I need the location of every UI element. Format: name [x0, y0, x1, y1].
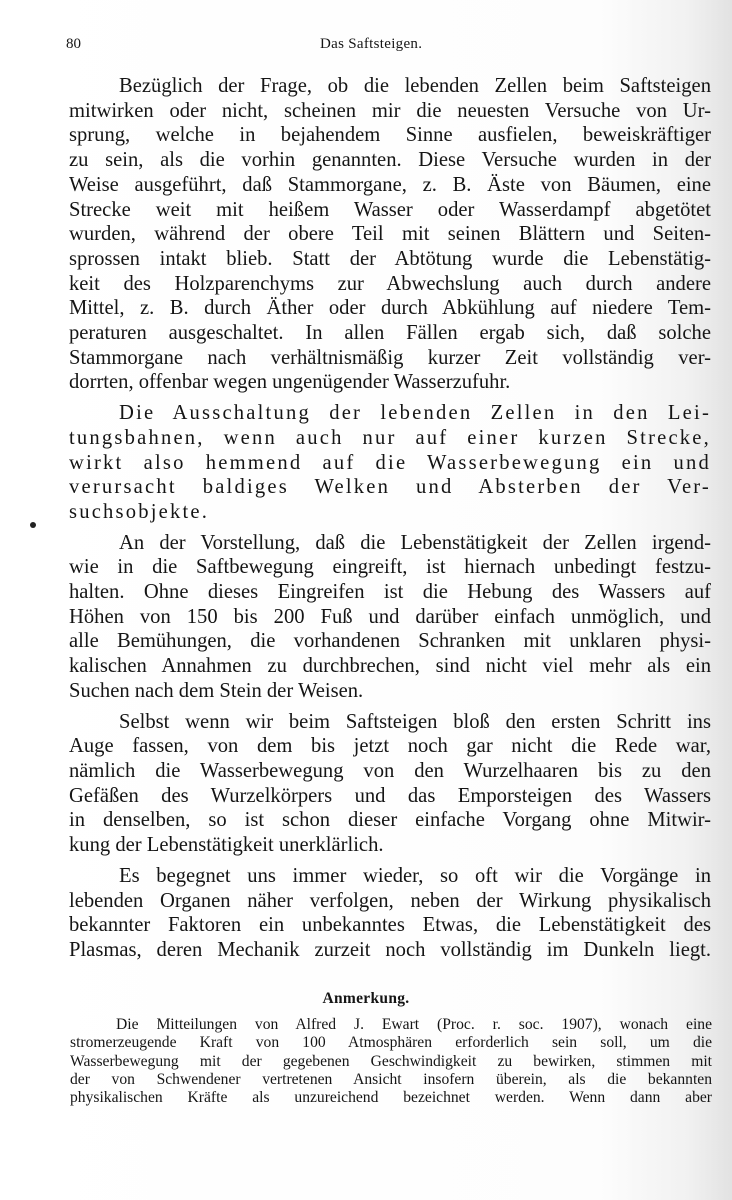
text-line: wurden, während der obere Teil mit seinen Blättern und Seiten- [69, 223, 711, 246]
text-line: tungsbahnen, wenn auch nur auf einer kurzen Strecke, [69, 426, 711, 449]
text-line: Stammorgane nach verhältnismäßig kurzer Zeit vollständig ver- [69, 346, 711, 369]
footnote [70, 1016, 712, 1107]
text-line: mitwirken oder nicht, scheinen mir die neuesten Versuche von Ur- [69, 99, 711, 122]
text-line: wie in die Saftbewegung eingreift, ist hiernach unbedingt festzu- [69, 556, 711, 579]
note-line: stromerzeugende Kraft von 100 Atmosphären erforderlich sein soll, um die [70, 1034, 712, 1052]
running-title: Das Saftsteigen. [320, 36, 423, 52]
text-line: wirkt also hemmend auf die Wasserbewegung ein und [69, 451, 711, 474]
text-line: bekannter Faktoren ein unbekanntes Etwas, die Lebenstätigkeit des [69, 914, 711, 937]
text-line: lebenden Organen näher verfolgen, neben der Wirkung physikalisch [69, 889, 711, 912]
note-title: Anmerkung. [322, 990, 410, 1007]
text-line: Es begegnet uns immer wieder, so oft wir die Vorgänge in [119, 864, 711, 887]
text-line: keit des Holzparenchyms zur Abwechslung auch durch andere [69, 272, 711, 295]
text-line: in denselben, so ist schon dieser einfache Vorgang ohne Mitwir- [69, 809, 711, 832]
paragraph-3 [69, 531, 711, 704]
text-line: kalischen Annahmen zu durchbrechen, sind nicht viel mehr als ein [69, 655, 711, 678]
page-number: 80 [66, 36, 81, 52]
text-line: dorrten, offenbar wegen ungenügender Wasserzufuhr. [69, 371, 511, 394]
text-line: Auge fassen, von dem bis jetzt noch gar nicht die Rede war, [69, 735, 711, 758]
main-text [69, 74, 711, 963]
paragraph-5 [69, 864, 711, 963]
text-line: alle Bemühungen, die vorhandenen Schranken mit unklaren physi- [69, 630, 711, 653]
text-line: verursacht baldiges Welken und Absterben der Ver- [69, 476, 711, 499]
text-line: nämlich die Wasserbewegung von den Wurzelhaaren bis zu den [69, 759, 711, 782]
text-line: An der Vorstellung, daß die Lebenstätigkeit der Zellen irgend- [119, 531, 711, 554]
paragraph-1 [69, 74, 711, 395]
text-line: kung der Lebenstätigkeit unerklärlich. [69, 834, 384, 857]
margin-dot-mark [30, 522, 36, 528]
text-line: suchsobjekte. [69, 500, 210, 523]
page-header [66, 36, 706, 56]
text-line: Selbst wenn wir beim Saftsteigen bloß den ersten Schritt ins [119, 710, 711, 733]
text-line: Höhen von 150 bis 200 Fuß und darüber einfach unmöglich, und [69, 605, 711, 628]
text-line: peraturen ausgeschaltet. In allen Fällen ergab sich, daß solche [69, 322, 711, 345]
note-line: Wasserbewegung mit der gegebenen Geschwindigkeit zu bewirken, stimmen mit [70, 1052, 712, 1070]
text-line: Weise ausgeführt, daß Stammorgane, z. B. Äste von Bäumen, eine [69, 173, 711, 196]
text-line: Mittel, z. B. durch Äther oder durch Abkühlung auf niedere Tem- [69, 297, 711, 320]
note-line: physikalischen Kräfte als unzureichend bezeichnet werden. Wenn dann aber [70, 1089, 712, 1107]
paragraph-4 [69, 710, 711, 858]
text-line: Strecke weit mit heißem Wasser oder Wasserdampf abgetötet [69, 198, 711, 221]
note-line: der von Schwendener vertretenen Ansicht insofern überein, als die bekannten [70, 1070, 712, 1088]
text-line: Die Ausschaltung der lebenden Zellen in den Lei- [119, 402, 711, 425]
text-line: sprung, welche in bejahendem Sinne ausfielen, beweiskräftiger [69, 124, 711, 147]
text-line: Plasmas, deren Mechanik zurzeit noch vollständig im Dunkeln liegt. [69, 938, 711, 961]
text-line: Gefäßen des Wurzelkörpers und das Emporsteigen des Wassers [69, 784, 711, 807]
note-line: Die Mitteilungen von Alfred J. Ewart (Proc. r. soc. 1907), wonach eine [116, 1016, 712, 1033]
text-line: Bezüglich der Frage, ob die lebenden Zellen beim Saftsteigen [119, 75, 711, 97]
text-line: Suchen nach dem Stein der Weisen. [69, 679, 364, 702]
text-line: halten. Ohne dieses Eingreifen ist die Hebung des Wassers auf [69, 581, 711, 604]
text-line: sprossen intakt blieb. Statt der Abtötung wurde die Lebenstätig- [69, 247, 711, 270]
paragraph-2-emphasized [69, 401, 711, 525]
text-line: zu sein, als die vorhin genannten. Diese Versuche wurden in der [69, 149, 711, 172]
